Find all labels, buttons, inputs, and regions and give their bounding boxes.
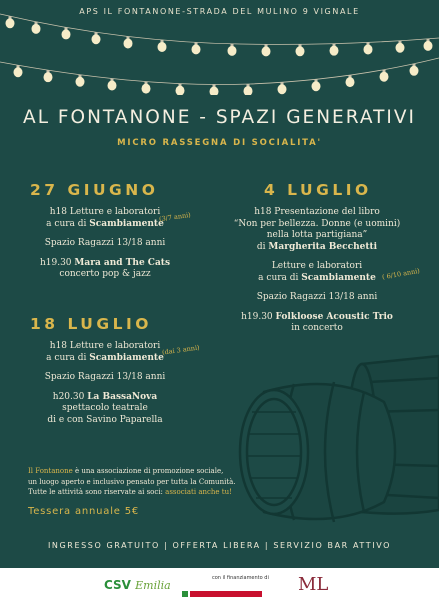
event-1-line2: a cura di Scambiamente bbox=[46, 218, 164, 229]
light-bulb bbox=[192, 44, 201, 54]
event-2-line2: “Non per bellezza. Donne (e uomini) bbox=[233, 218, 401, 229]
light-bulb bbox=[330, 46, 339, 56]
event-date-2: 4 LUGLIO bbox=[264, 181, 372, 199]
event-2-age-note: ( 6/10 anni) bbox=[381, 266, 421, 282]
event-2-line1: h18 Presentazione del libro bbox=[254, 207, 380, 217]
light-bulb bbox=[278, 84, 287, 94]
event-2-show-desc: in concerto bbox=[291, 323, 343, 333]
light-bulb bbox=[32, 24, 41, 34]
event-2-line3: nella lotta partigiana” bbox=[266, 230, 368, 240]
string-lights-icon bbox=[0, 0, 439, 95]
info-line-3: Tutte le attività sono riservate ai soci: associati anche tu! bbox=[28, 488, 232, 496]
wine-barrels-icon bbox=[234, 352, 439, 527]
light-bulb bbox=[380, 72, 389, 82]
event-date-3: 18 LUGLIO bbox=[30, 315, 152, 333]
event-2-lab1: Letture e laboratori bbox=[271, 261, 363, 271]
light-bulb bbox=[396, 43, 405, 53]
light-bulb bbox=[410, 66, 419, 76]
light-bulb bbox=[108, 81, 117, 91]
event-block-3 bbox=[20, 341, 201, 426]
light-bulb bbox=[228, 46, 237, 56]
event-2-line4: di Margherita Becchetti bbox=[256, 241, 378, 252]
light-bulb bbox=[62, 29, 71, 39]
event-2-lab2: a cura di Scambiamente bbox=[258, 272, 376, 283]
event-1-line1: h18 Letture e laboratori bbox=[49, 207, 161, 217]
event-3-space: Spazio Ragazzi 13/18 anni bbox=[44, 372, 166, 382]
light-bulb bbox=[14, 67, 23, 77]
event-1-show: h19.30 Mara and The Cats bbox=[39, 257, 171, 268]
financing-label: con il finanziamento di bbox=[212, 575, 269, 581]
event-3-line1: h18 Letture e laboratori bbox=[49, 341, 161, 351]
light-bulb bbox=[142, 84, 151, 94]
page-title: AL FONTANONE - SPAZI GENERATIVI bbox=[23, 107, 416, 128]
event-3-show-desc2: di e con Savino Paparella bbox=[47, 414, 163, 425]
event-date-1: 27 GIUGNO bbox=[30, 181, 159, 199]
event-3-line2: a cura di Scambiamente bbox=[46, 352, 164, 363]
light-bulb bbox=[364, 44, 373, 54]
association-name: Il Fontanone bbox=[28, 467, 73, 475]
light-bulb bbox=[244, 86, 253, 95]
light-bulb bbox=[262, 46, 271, 56]
page-subtitle: MICRO RASSEGNA DI SOCIALITA' bbox=[117, 138, 322, 148]
event-3-show-desc: spettacolo teatrale bbox=[62, 403, 148, 413]
light-bulb bbox=[296, 46, 305, 56]
light-bulb bbox=[44, 72, 53, 82]
ml-logo: ML bbox=[298, 574, 329, 595]
footer-info: INGRESSO GRATUITO | OFFERTA LIBERA | SERVIZIO BAR ATTIVO bbox=[47, 541, 392, 550]
association-info: Il Fontanone è una associazione di promozione sociale, un luogo aperto e inclusivo pensato per tutta la Comunità. Tutte le attività sono riservate ai soci: associati anche tu! bbox=[28, 466, 258, 498]
event-1-space: Spazio Ragazzi 13/18 anni bbox=[44, 238, 166, 248]
light-bulb bbox=[210, 87, 219, 95]
info-line-2: un luogo aperto e inclusivo pensato per tutta la Comunità. bbox=[28, 477, 236, 486]
light-bulb bbox=[424, 41, 433, 51]
light-bulb bbox=[176, 86, 185, 95]
membership-fee: Tessera annuale 5€ bbox=[28, 506, 140, 517]
light-bulb bbox=[346, 77, 355, 87]
header-location: APS IL FONTANONE-STRADA DEL MULINO 9 VIGNALE bbox=[79, 7, 360, 16]
light-bulb bbox=[92, 34, 101, 44]
light-bulb bbox=[124, 38, 133, 48]
event-1-show-desc: concerto pop & jazz bbox=[59, 269, 151, 279]
light-bulb bbox=[312, 81, 321, 91]
event-3-age-note: (dai 3 anni) bbox=[161, 343, 201, 357]
light-bulb bbox=[6, 18, 15, 28]
csv-logo: CSV Emilia bbox=[104, 578, 171, 592]
event-block-2 bbox=[222, 207, 421, 335]
funder-logo bbox=[182, 590, 262, 598]
event-1-age-note: (3/7 anni) bbox=[158, 210, 192, 224]
light-bulb bbox=[158, 42, 167, 52]
light-bulb bbox=[76, 77, 85, 87]
event-2-show: h19.30 Folkloose Acoustic Trio bbox=[241, 311, 393, 322]
event-block-1 bbox=[20, 207, 190, 281]
event-3-show: h20.30 La BassaNova bbox=[52, 391, 158, 402]
event-2-space: Spazio Ragazzi 13/18 anni bbox=[256, 292, 378, 302]
